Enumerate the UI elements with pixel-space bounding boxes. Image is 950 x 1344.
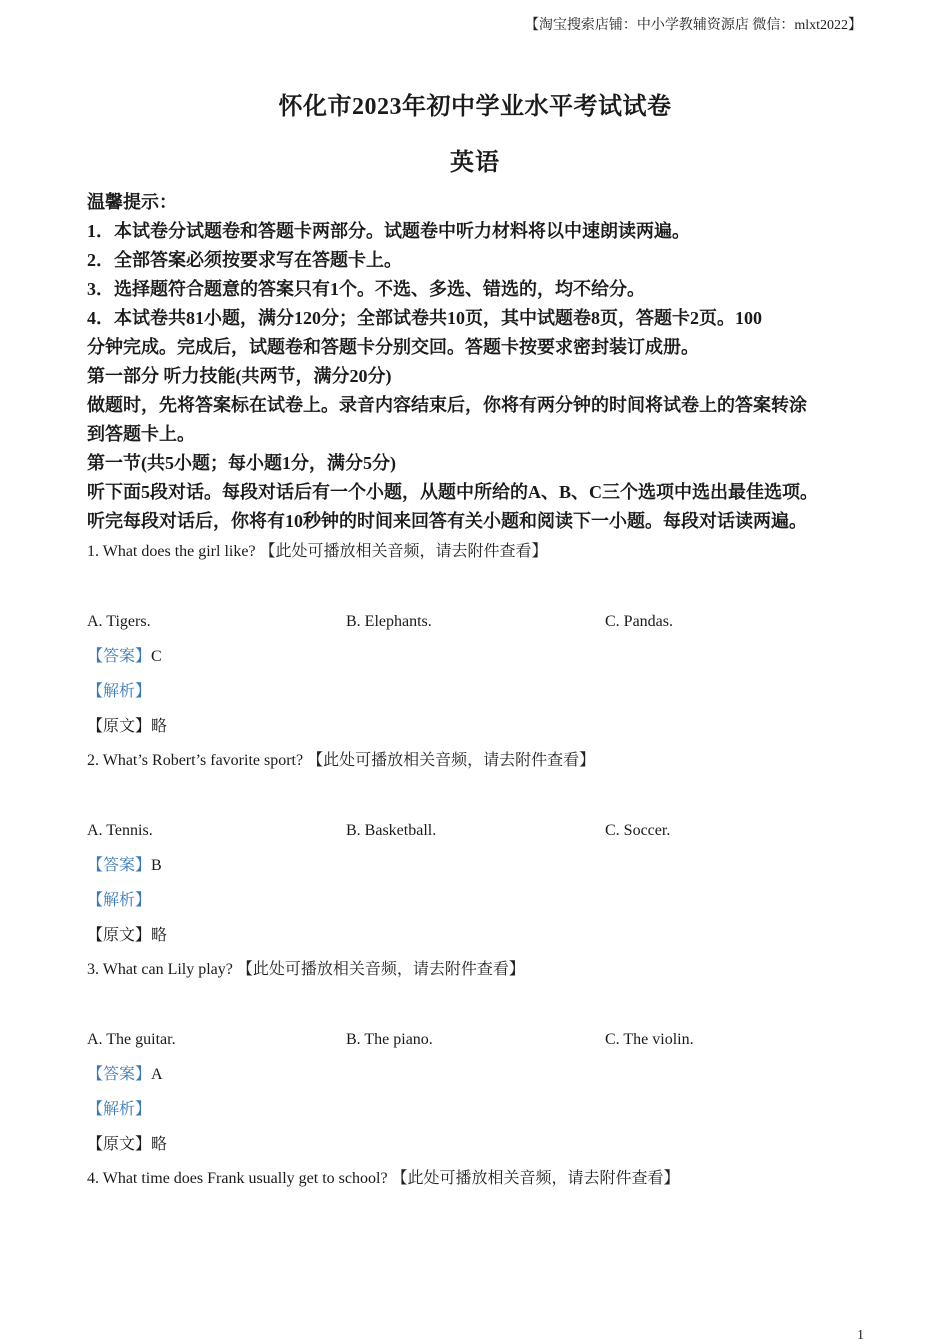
question-text: 2. What’s Robert’s favorite sport? <box>87 752 304 769</box>
exam-content <box>87 188 887 1189</box>
tip-item: 4．本试卷共81小题，满分120分；全部试卷共10页，其中试题卷8页，答题卡2页。100 <box>87 308 762 328</box>
part1-instruction: 做题时，先将答案标在试卷上。录音内容结束后，你将有两分钟的时间将试卷上的答案转涂 <box>87 395 807 415</box>
original-text: 略 <box>151 1136 168 1153</box>
original-line <box>87 926 887 946</box>
audio-note-link[interactable]: 【此处可播放相关音频，请去附件查看】 <box>307 752 596 769</box>
question-2-options <box>87 821 887 841</box>
part1-heading: 第一部分 听力技能(共两节，满分20分) <box>87 366 392 386</box>
original-tag: 【原文】 <box>87 718 152 735</box>
section1-instruction: 听下面5段对话。每段对话后有一个小题，从题中所给的A、B、C三个选项中选出最佳选项。 <box>87 482 818 502</box>
audio-note-link[interactable]: 【此处可播放相关音频，请去附件查看】 <box>236 961 525 978</box>
analysis-line <box>87 1100 887 1120</box>
option-c: C. Pandas. <box>605 613 673 630</box>
analysis-tag: 【解析】 <box>87 1101 152 1118</box>
tip-item: 3．选择题符合题意的答案只有1个。不选、多选、错选的，均不给分。 <box>87 279 645 299</box>
original-line <box>87 717 887 737</box>
answer-value: B <box>151 857 162 874</box>
answer-line <box>87 647 887 667</box>
question-2 <box>87 751 887 771</box>
subject-title: 英语 <box>450 150 500 176</box>
option-c: C. The violin. <box>605 1031 694 1048</box>
answer-tag: 【答案】 <box>87 1066 152 1083</box>
page-number: 1 <box>857 1328 864 1343</box>
answer-value: A <box>151 1066 163 1083</box>
tips-heading: 温馨提示： <box>87 192 177 212</box>
part1-instruction: 到答题卡上。 <box>87 424 195 444</box>
section1-heading: 第一节(共5小题；每小题1分，满分5分) <box>87 453 396 473</box>
analysis-line <box>87 682 887 702</box>
analysis-tag: 【解析】 <box>87 892 152 909</box>
option-a: A. The guitar. <box>87 1031 176 1048</box>
original-line <box>87 1135 887 1155</box>
answer-tag: 【答案】 <box>87 857 152 874</box>
analysis-line <box>87 891 887 911</box>
question-1-options <box>87 612 887 632</box>
answer-line <box>87 856 887 876</box>
audio-note-link[interactable]: 【此处可播放相关音频，请去附件查看】 <box>391 1170 680 1187</box>
section1-instruction: 听完每段对话后，你将有10秒钟的时间来回答有关小题和阅读下一小题。每段对话读两遍。 <box>87 511 807 531</box>
question-1 <box>87 542 887 562</box>
question-3-options <box>87 1030 887 1050</box>
option-b: B. Elephants. <box>346 613 432 630</box>
audio-note-link[interactable]: 【此处可播放相关音频，请去附件查看】 <box>259 543 548 560</box>
page-title: 怀化市2023年初中学业水平考试试卷 <box>278 94 672 120</box>
tip-item: 分钟完成。完成后，试题卷和答题卡分别交回。答题卡按要求密封装订成册。 <box>87 337 699 357</box>
tip-item: 1．本试卷分试题卷和答题卡两部分。试题卷中听力材料将以中速朗读两遍。 <box>87 221 690 241</box>
analysis-tag: 【解析】 <box>87 683 152 700</box>
original-tag: 【原文】 <box>87 927 152 944</box>
question-4 <box>87 1169 887 1189</box>
option-c: C. Soccer. <box>605 822 671 839</box>
original-text: 略 <box>151 927 168 944</box>
original-tag: 【原文】 <box>87 1136 152 1153</box>
option-b: B. Basketball. <box>346 822 437 839</box>
option-a: A. Tigers. <box>87 613 151 630</box>
shop-header: 【淘宝搜索店铺：中小学教辅资源店 微信：mlxt2022】 <box>524 18 862 33</box>
original-text: 略 <box>151 718 168 735</box>
tip-item: 2．全部答案必须按要求写在答题卡上。 <box>87 250 402 270</box>
answer-line <box>87 1065 887 1085</box>
question-text: 1. What does the girl like? <box>87 543 256 560</box>
question-text: 3. What can Lily play? <box>87 961 233 978</box>
option-b: B. The piano. <box>346 1031 433 1048</box>
answer-value: C <box>151 648 162 665</box>
option-a: A. Tennis. <box>87 822 153 839</box>
question-3 <box>87 960 887 980</box>
question-text: 4. What time does Frank usually get to school? <box>87 1170 388 1187</box>
answer-tag: 【答案】 <box>87 648 152 665</box>
